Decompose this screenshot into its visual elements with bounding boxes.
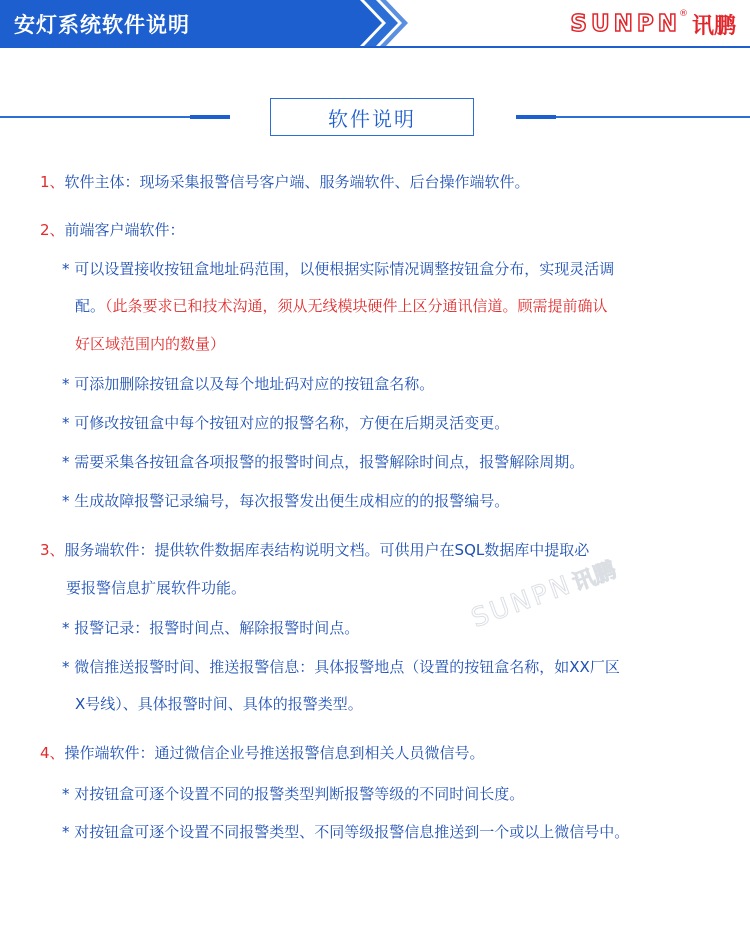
item-3-line-2: 要报警信息扩展软件功能。 <box>66 579 247 597</box>
item-3-text: 服务端软件：提供软件数据库表结构说明文档。可供用户在SQL数据库中提取必 <box>64 541 590 559</box>
item-4b: * 对按钮盒可逐个设置不同报警类型、不同等级报警信息推送到一个或以上微信号中。 <box>62 823 630 841</box>
item-2a-line-2-start: 配。 <box>75 297 106 315</box>
watermark-chinese: 讯鹏 <box>569 557 620 597</box>
watermark-logo <box>467 553 620 634</box>
item-3-number: 3、 <box>40 541 65 559</box>
item-2a-line-2 <box>75 296 608 316</box>
item-2e: * 生成故障报警记录编号，每次报警发出便生成相应的的报警编号。 <box>62 492 510 510</box>
item-2-text: 前端客户端软件： <box>64 221 185 239</box>
chevron-decoration-icon <box>340 0 420 46</box>
item-2a-note: （此条要求已和技术沟通，须从无线模块硬件上区分通讯信道。顾需提前确认 <box>105 297 608 315</box>
item-2 <box>40 220 185 240</box>
section-title-box <box>270 98 474 136</box>
item-4a: * 对按钮盒可逐个设置不同的报警类型判断报警等级的不同时间长度。 <box>62 785 525 803</box>
item-3 <box>40 540 589 560</box>
item-2b: * 可添加删除按钮盒以及每个地址码对应的按钮盒名称。 <box>62 375 435 393</box>
item-1-number: 1、 <box>40 173 65 191</box>
divider-left <box>0 116 190 118</box>
item-4 <box>40 743 485 763</box>
header-title: 安灯系统软件说明 <box>14 13 190 37</box>
brand-registered: ® <box>678 9 688 19</box>
header-underline <box>0 46 750 48</box>
item-3a: * 报警记录：报警时间点、解除报警时间点。 <box>62 619 360 637</box>
watermark-latin: SUNPN <box>467 569 577 634</box>
item-2a-line-3: 好区域范围内的数量） <box>75 335 226 353</box>
item-1 <box>40 172 530 192</box>
item-3b-line-1: * 微信推送报警时间、推送报警信息：具体报警地点（设置的按钮盒名称，如XX厂区 <box>62 658 620 676</box>
divider-left-accent <box>190 115 230 119</box>
header-bar <box>0 0 750 50</box>
item-2-number: 2、 <box>40 221 65 239</box>
section-title: 软件说明 <box>328 106 416 131</box>
divider-right-accent <box>516 115 556 119</box>
item-4-text: 操作端软件：通过微信企业号推送报警信息到相关人员微信号。 <box>64 744 485 762</box>
item-1-text: 软件主体：现场采集报警信号客户端、服务端软件、后台操作端软件。 <box>64 173 530 191</box>
item-3b-line-2: X号线）、具体报警时间、具体的报警类型。 <box>75 695 363 713</box>
brand-latin: SUNPN <box>570 11 681 37</box>
divider-right <box>556 116 750 118</box>
item-2c: * 可修改按钮盒中每个按钮对应的报警名称，方便在后期灵活变更。 <box>62 414 510 432</box>
item-4-number: 4、 <box>40 744 65 762</box>
item-2a-line-1: * 可以设置接收按钮盒地址码范围，以便根据实际情况调整按钮盒分布，实现灵活调 <box>62 260 615 278</box>
brand-logo <box>570 9 736 39</box>
brand-chinese: 讯鹏 <box>691 13 736 39</box>
item-2d: * 需要采集各按钮盒各项报警的报警时间点，报警解除时间点，报警解除周期。 <box>62 453 585 471</box>
